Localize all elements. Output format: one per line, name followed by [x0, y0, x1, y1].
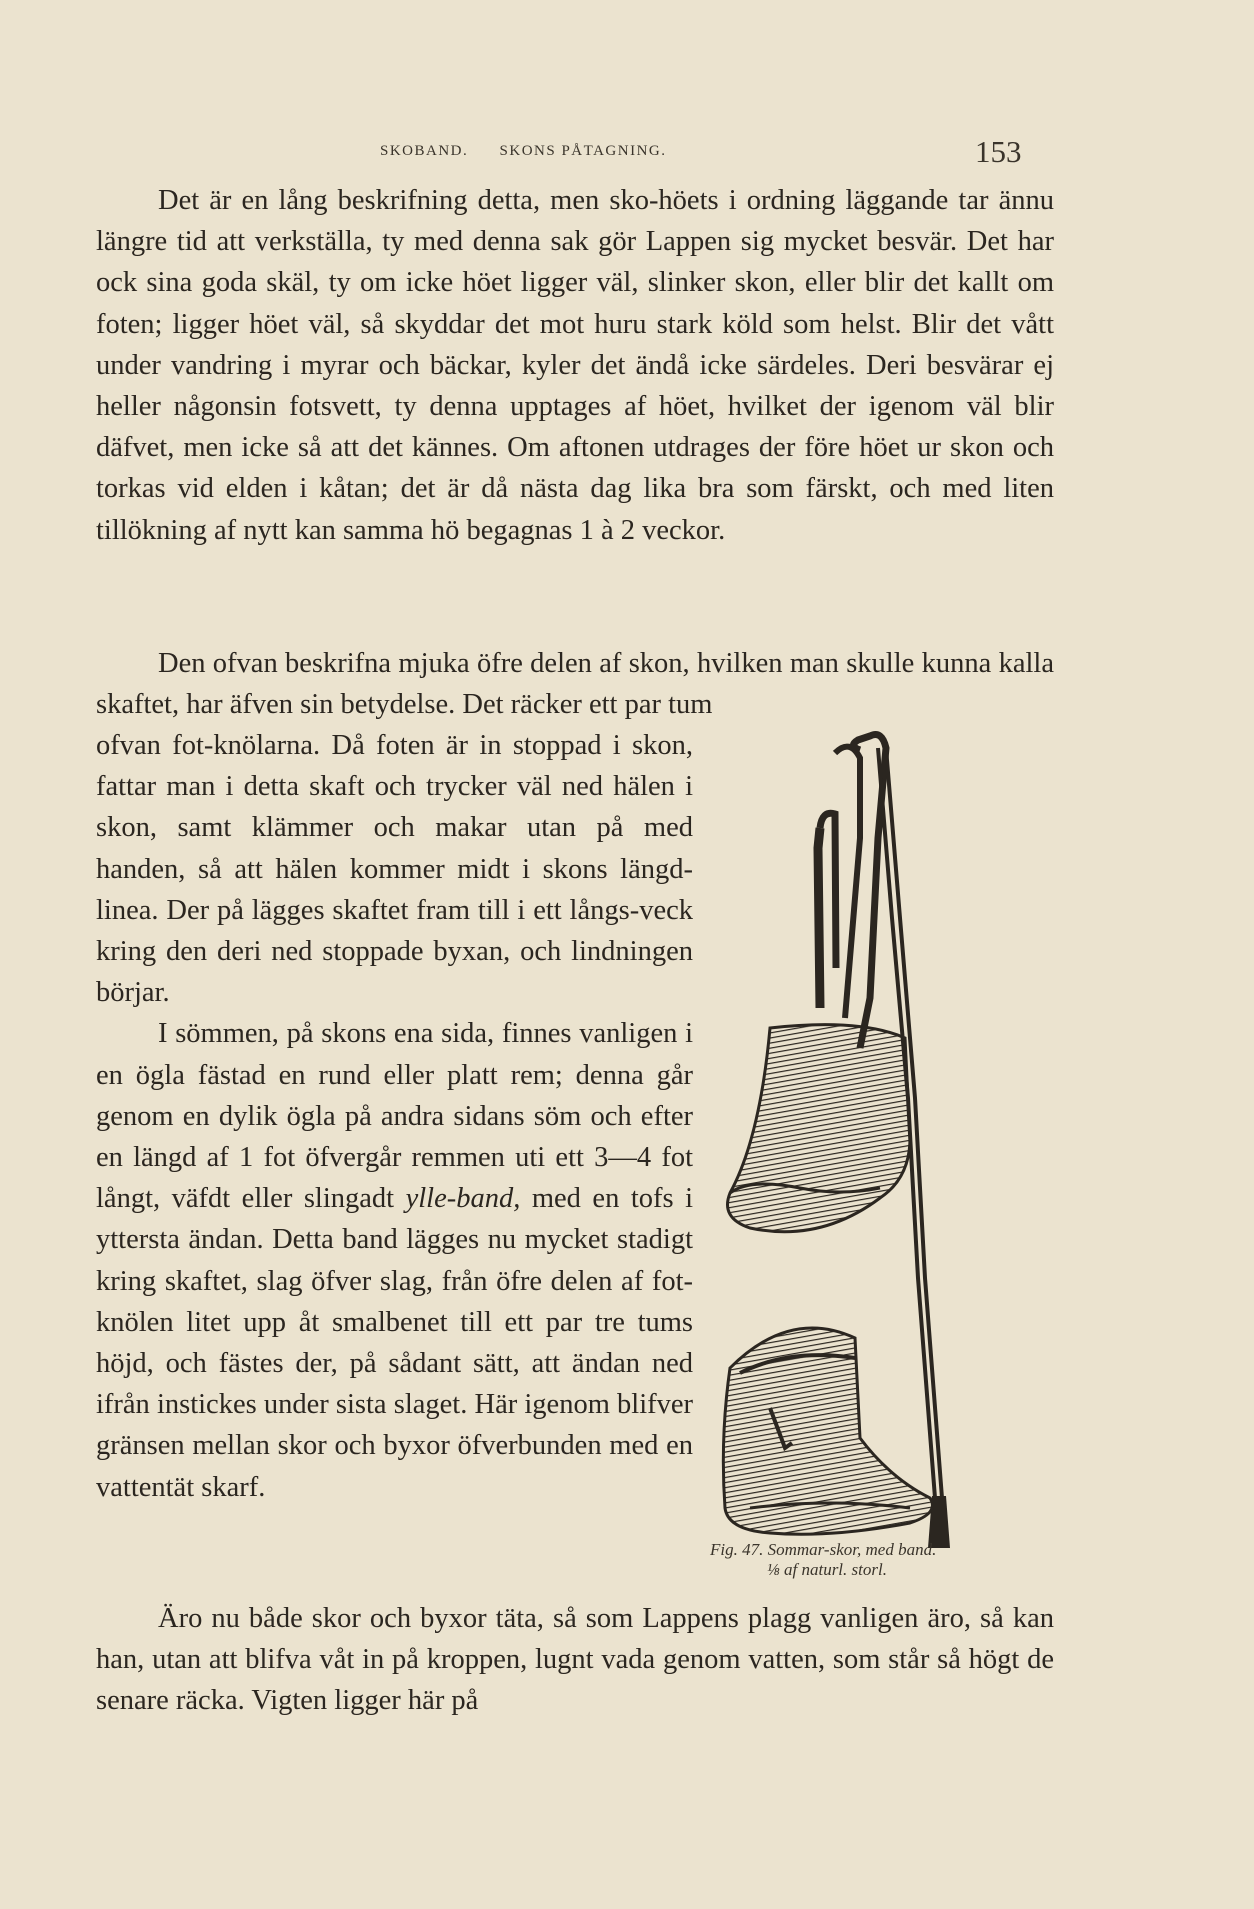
page-number: 153	[975, 134, 1022, 169]
paragraph-1-text: Det är en lång beskrifning detta, men sko-höets i ordning läggande tar ännu längre tid att verkställa, ty med denna sak gör Lappen sig mycket besvär. Det har ock sina goda skäl, ty om icke höet ligger väl, slinker skon, eller blir det kallt om foten; ligger höet väl, så skyddar det mot huru stark köld som helst. Blir det vått under vandring i myrar och bäckar, kyler det ändå icke särdeles. Deri besvärar ej heller någonsin fotsvett, ty denna upptages af höet, hvilket der igenom väl blir däfvet, men icke så att det kännes. Om aftonen utdrages der före höet ur skon och torkas vid elden i kåtan; det är då nästa dag lika bra som färskt, och med liten tillökning af nytt kan samma hö begagnas 1 à 2 veckor.	[96, 185, 1054, 546]
paragraph-2-wide	[96, 643, 1054, 725]
narrow-column	[96, 725, 693, 1508]
paragraph-3	[96, 1013, 693, 1507]
figure-caption-line-2: ⅛ af naturl. storl.	[767, 1560, 887, 1579]
paragraph-1	[96, 180, 1054, 551]
running-head-right: SKONS PÅTAGNING.	[499, 143, 667, 159]
running-head-left: SKOBAND.	[380, 143, 469, 159]
shoe-illustration	[710, 718, 1060, 1558]
figure-caption-line-1: Fig. 47. Sommar-skor, med band.	[710, 1540, 937, 1559]
running-head	[380, 143, 693, 160]
figure-caption	[710, 1540, 1060, 1580]
paragraph-3-text-b: med en tofs i yttersta ändan. Detta band lägges nu mycket stadigt kring skaftet, slag öfver slag, från öfre delen af fot-knölen litet upp åt smalbenet till ett par tre tums höjd, och fästes der, på sådant sätt, att ändan ned ifrån instickes under sista slaget. Här igenom blifver gränsen mellan skor och byxor öfverbunden med en vattentät skarf.	[96, 1183, 694, 1503]
paragraph-2-wide-text: Den ofvan beskrifna mjuka öfre delen af skon, hvilken man skulle kunna kalla skaftet, har äfven sin betydelse. Det räcker ett par tum	[96, 648, 1054, 721]
paragraph-2-narrow-text: ofvan fot-knölarna. Då foten är in stoppad i skon, fattar man i detta skaft och trycker väl ned hälen i skon, samt klämmer och makar utan på med handen, så att hälen kommer midt i skons längd-linea. Der på lägges skaftet fram till i ett långs-veck kring den deri ned stoppade byxan, och lindningen börjar.	[96, 730, 693, 1009]
paragraph-4	[96, 1598, 1054, 1722]
lower-shoe	[723, 1328, 932, 1534]
paragraph-3-italic: ylle-band,	[405, 1183, 521, 1215]
paragraph-4-text: Äro nu både skor och byxor täta, så som Lappens plagg vanligen äro, så kan han, utan att blifva våt in på kroppen, lugnt vada genom vatten, som står så högt de senare räcka. Vigten ligger här på	[96, 1603, 1054, 1717]
paragraph-3-text-a: I sömmen, på skons ena sida, finnes vanligen i en ögla fästad en rund eller platt rem; denna går genom en dylik ögla på andra sidans söm och efter en längd af 1 fot öfvergår remmen uti ett 3—4 fot långt, väfdt eller slingadt	[96, 1018, 693, 1215]
